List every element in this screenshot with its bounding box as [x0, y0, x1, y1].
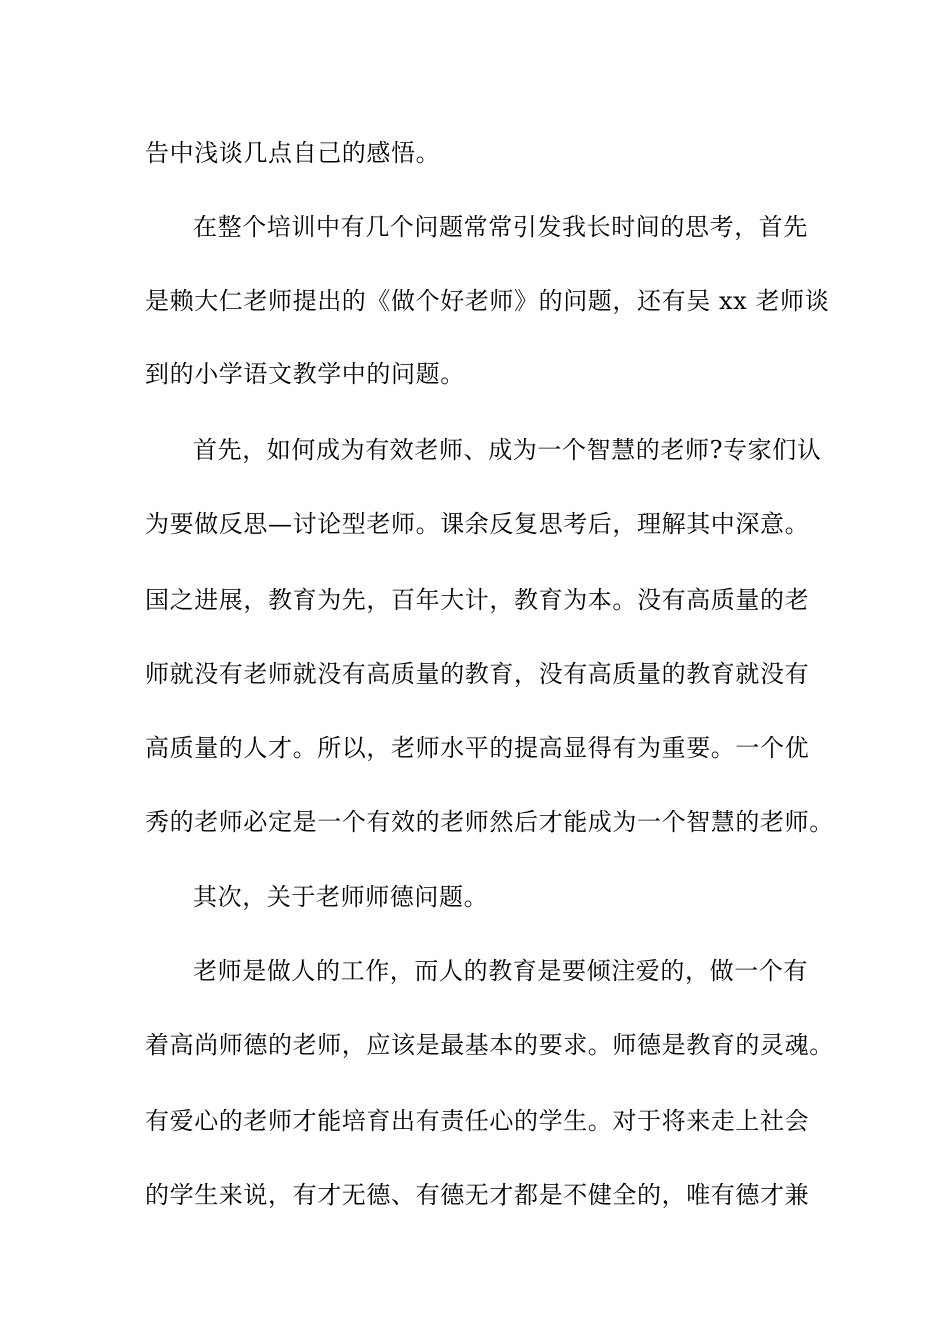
text-line: 高质量的人才。所以，老师水平的提高显得有为重要。一个优: [145, 734, 810, 762]
text-line: 是赖大仁老师提出的《做个好老师》的问题，还有吴 xx 老师谈: [145, 287, 830, 315]
text-line: 有爱心的老师才能培育出有责任心的学生。对于将来走上社会: [145, 1107, 810, 1135]
text-line: 为要做反思—讨论型老师。课余反复思考后，理解其中深意。: [145, 510, 810, 538]
text-line: 着高尚师德的老师，应该是最基本的要求。师德是教育的灵魂。: [145, 1031, 834, 1059]
text-line: 告中浅谈几点自己的感悟。: [145, 139, 441, 167]
paragraph-first-line: 首先，如何成为有效老师、成为一个智慧的老师?专家们认: [193, 436, 822, 464]
paragraph-first-line: 老师是做人的工作，而人的教育是要倾注爱的，做一个有: [193, 957, 808, 985]
text-line: 师就没有老师就没有高质量的教育，没有高质量的教育就没有: [145, 660, 810, 688]
text-line: 秀的老师必定是一个有效的老师然后才能成为一个智慧的老师。: [145, 808, 834, 836]
text-line: 国之进展，教育为先，百年大计，教育为本。没有高质量的老: [145, 586, 810, 614]
text-line: 的学生来说，有才无德、有德无才都是不健全的，唯有德才兼: [145, 1181, 810, 1209]
paragraph-first-line: 其次，关于老师师德问题。: [193, 883, 489, 911]
paragraph-first-line: 在整个培训中有几个问题常常引发我长时间的思考，首先: [193, 213, 808, 241]
text-line: 到的小学语文教学中的问题。: [145, 360, 465, 388]
